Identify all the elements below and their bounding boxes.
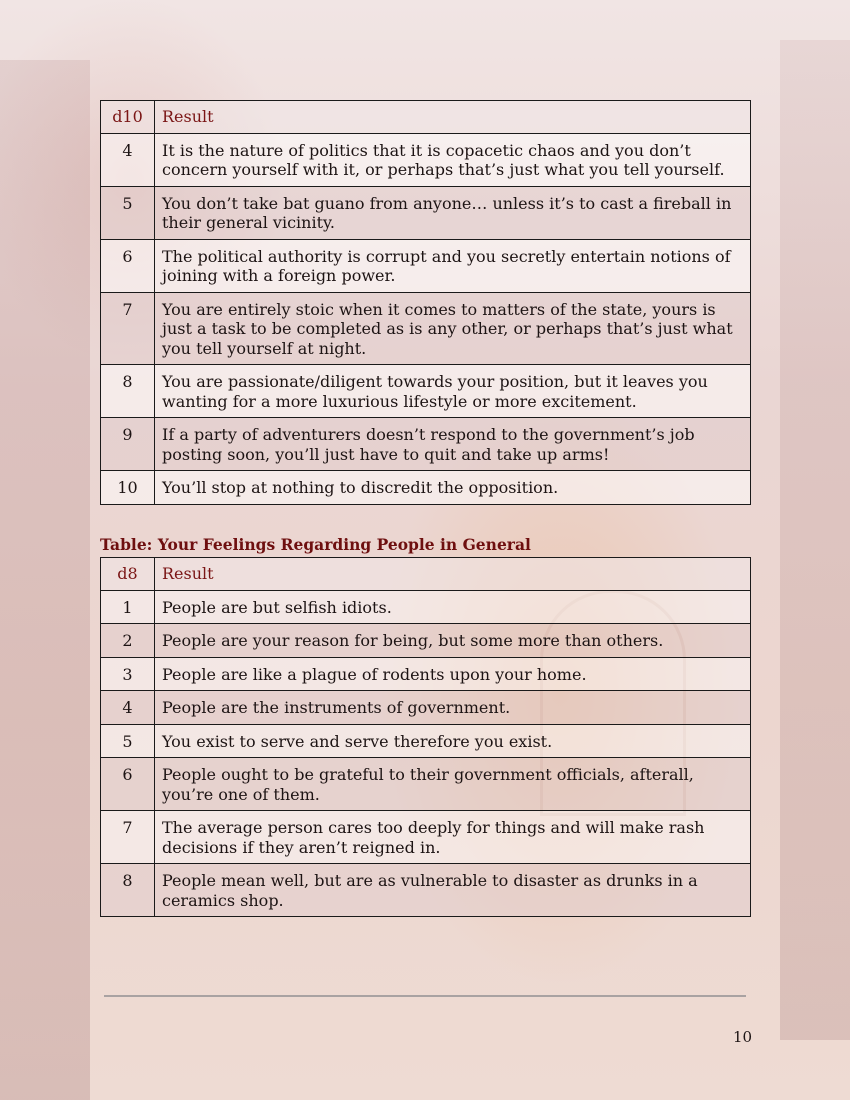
row-number: 4 bbox=[101, 691, 155, 725]
row-result: The political authority is corrupt and you secretly entertain notions of joining with a foreign power. bbox=[155, 239, 751, 292]
row-result: You exist to serve and serve therefore you exist. bbox=[155, 724, 751, 758]
row-number: 9 bbox=[101, 418, 155, 471]
table-row bbox=[101, 724, 751, 758]
die-header: d10 bbox=[101, 101, 155, 134]
table-row bbox=[101, 471, 751, 505]
table-row bbox=[101, 624, 751, 658]
result-header: Result bbox=[155, 101, 751, 134]
table-row bbox=[101, 418, 751, 471]
table-row bbox=[101, 864, 751, 917]
row-number: 5 bbox=[101, 724, 155, 758]
row-number: 4 bbox=[101, 133, 155, 186]
footer-divider bbox=[104, 995, 746, 997]
table-row bbox=[101, 758, 751, 811]
row-result: People are like a plague of rodents upon your home. bbox=[155, 657, 751, 691]
row-result: It is the nature of politics that it is copacetic chaos and you don’t concern yourself with it, or perhaps that’s just what you tell yourself. bbox=[155, 133, 751, 186]
row-result: People are your reason for being, but some more than others. bbox=[155, 624, 751, 658]
row-number: 7 bbox=[101, 811, 155, 864]
row-number: 10 bbox=[101, 471, 155, 505]
row-number: 6 bbox=[101, 239, 155, 292]
table-row bbox=[101, 239, 751, 292]
table-header-row bbox=[101, 101, 751, 134]
people-feelings-roll-table bbox=[100, 557, 751, 917]
politics-roll-table bbox=[100, 100, 751, 505]
result-header: Result bbox=[155, 558, 751, 591]
row-result: If a party of adventurers doesn’t respond to the government’s job posting soon, you’ll just have to quit and take up arms! bbox=[155, 418, 751, 471]
table-row bbox=[101, 292, 751, 365]
row-result: You are passionate/diligent towards your position, but it leaves you wanting for a more luxurious lifestyle or more excitement. bbox=[155, 365, 751, 418]
row-result: You’ll stop at nothing to discredit the opposition. bbox=[155, 471, 751, 505]
page-number: 10 bbox=[733, 1028, 753, 1046]
row-number: 5 bbox=[101, 186, 155, 239]
row-result: People ought to be grateful to their government officials, afterall, you’re one of them. bbox=[155, 758, 751, 811]
row-result: People are the instruments of government. bbox=[155, 691, 751, 725]
row-number: 6 bbox=[101, 758, 155, 811]
background-building-right bbox=[780, 40, 850, 1040]
row-number: 1 bbox=[101, 590, 155, 624]
row-number: 8 bbox=[101, 365, 155, 418]
table-row bbox=[101, 811, 751, 864]
table-header-row bbox=[101, 558, 751, 591]
row-number: 7 bbox=[101, 292, 155, 365]
row-result: You don’t take bat guano from anyone… unless it’s to cast a fireball in their general vicinity. bbox=[155, 186, 751, 239]
row-result: The average person cares too deeply for things and will make rash decisions if they aren’t reigned in. bbox=[155, 811, 751, 864]
background-building-left bbox=[0, 60, 90, 1100]
row-number: 8 bbox=[101, 864, 155, 917]
row-result: You are entirely stoic when it comes to matters of the state, yours is just a task to be completed as is any other, or perhaps that’s just what you tell yourself at night. bbox=[155, 292, 751, 365]
table-row bbox=[101, 590, 751, 624]
table-row bbox=[101, 691, 751, 725]
table-caption: Table: Your Feelings Regarding People in General bbox=[100, 535, 531, 554]
table-row bbox=[101, 133, 751, 186]
table-row bbox=[101, 186, 751, 239]
row-result: People mean well, but are as vulnerable to disaster as drunks in a ceramics shop. bbox=[155, 864, 751, 917]
table-row bbox=[101, 365, 751, 418]
row-result: People are but selfish idiots. bbox=[155, 590, 751, 624]
die-header: d8 bbox=[101, 558, 155, 591]
row-number: 2 bbox=[101, 624, 155, 658]
row-number: 3 bbox=[101, 657, 155, 691]
table-row bbox=[101, 657, 751, 691]
